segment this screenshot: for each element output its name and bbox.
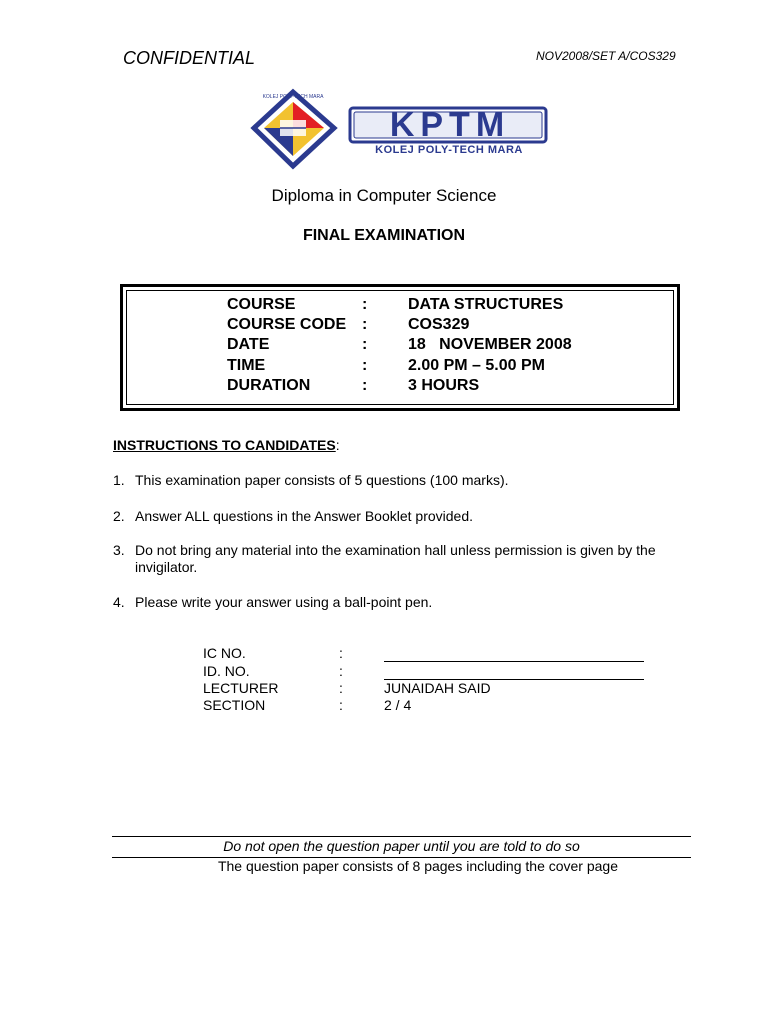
field-section xyxy=(0,697,768,715)
field-label: IC NO. xyxy=(203,645,246,661)
field-label: ID. NO. xyxy=(203,663,250,679)
kptm-wordmark: KPTM xyxy=(389,106,511,144)
field-lecturer xyxy=(0,680,768,698)
detail-label: COURSE xyxy=(227,296,296,313)
detail-value: 3 HOURS xyxy=(408,377,480,394)
paper-reference: NOV2008/SET A/COS329 xyxy=(536,49,676,63)
field-label: SECTION xyxy=(203,697,266,713)
footer-warning: Do not open the question paper until you are told to do so xyxy=(223,838,580,854)
detail-label: TIME xyxy=(227,357,266,374)
footer-rule-top xyxy=(112,836,691,837)
confidential-label: CONFIDENTIAL xyxy=(123,48,256,68)
footer-page-note: The question paper consists of 8 pages including the cover page xyxy=(217,858,619,874)
field-sep: : xyxy=(339,697,343,713)
detail-sep: : xyxy=(362,357,368,374)
detail-row-course xyxy=(0,296,768,316)
field-label: LECTURER xyxy=(203,680,279,696)
detail-value: 18 NOVEMBER 2008 xyxy=(408,336,572,353)
detail-label: DURATION xyxy=(227,377,311,394)
field-sep: : xyxy=(339,645,343,661)
detail-value: COS329 xyxy=(408,316,470,333)
exam-title: FINAL EXAMINATION xyxy=(302,227,466,244)
detail-label: DATE xyxy=(227,336,270,353)
instruction-item: 4. Please write your answer using a ball-point pen. xyxy=(113,594,433,610)
detail-sep: : xyxy=(362,377,368,394)
instruction-item: 2. Answer ALL questions in the Answer Booklet provided. xyxy=(113,508,474,524)
detail-sep: : xyxy=(362,316,368,333)
detail-row-duration xyxy=(0,377,768,397)
ic-no-blank-line xyxy=(384,648,644,662)
instructions-heading: INSTRUCTIONS TO CANDIDATES: xyxy=(113,437,340,453)
detail-sep: : xyxy=(362,296,368,313)
field-sep: : xyxy=(339,663,343,679)
field-value: JUNAIDAH SAID xyxy=(384,680,491,696)
kptm-tagline: KOLEJ POLY-TECH MARA xyxy=(375,144,523,156)
field-value: 2 / 4 xyxy=(384,697,412,713)
program-name: Diploma in Computer Science xyxy=(271,186,497,205)
instruction-item: 3. Do not bring any material into the examination hall unless permission is given by the invigilator. xyxy=(113,542,656,575)
crest-text: KOLEJ POLY-TECH MARA xyxy=(262,94,324,100)
field-sep: : xyxy=(339,680,343,696)
kptm-logo xyxy=(250,88,552,170)
detail-value: 2.00 PM – 5.00 PM xyxy=(408,357,545,374)
id-no-blank-line xyxy=(384,666,644,680)
detail-value: DATA STRUCTURES xyxy=(408,296,564,313)
detail-row-course-code xyxy=(0,316,768,336)
detail-sep: : xyxy=(362,336,368,353)
detail-row-time xyxy=(0,357,768,377)
detail-row-date xyxy=(0,336,768,356)
instruction-item: 1. This examination paper consists of 5 questions (100 marks). xyxy=(113,472,509,488)
detail-label: COURSE CODE xyxy=(227,316,347,333)
